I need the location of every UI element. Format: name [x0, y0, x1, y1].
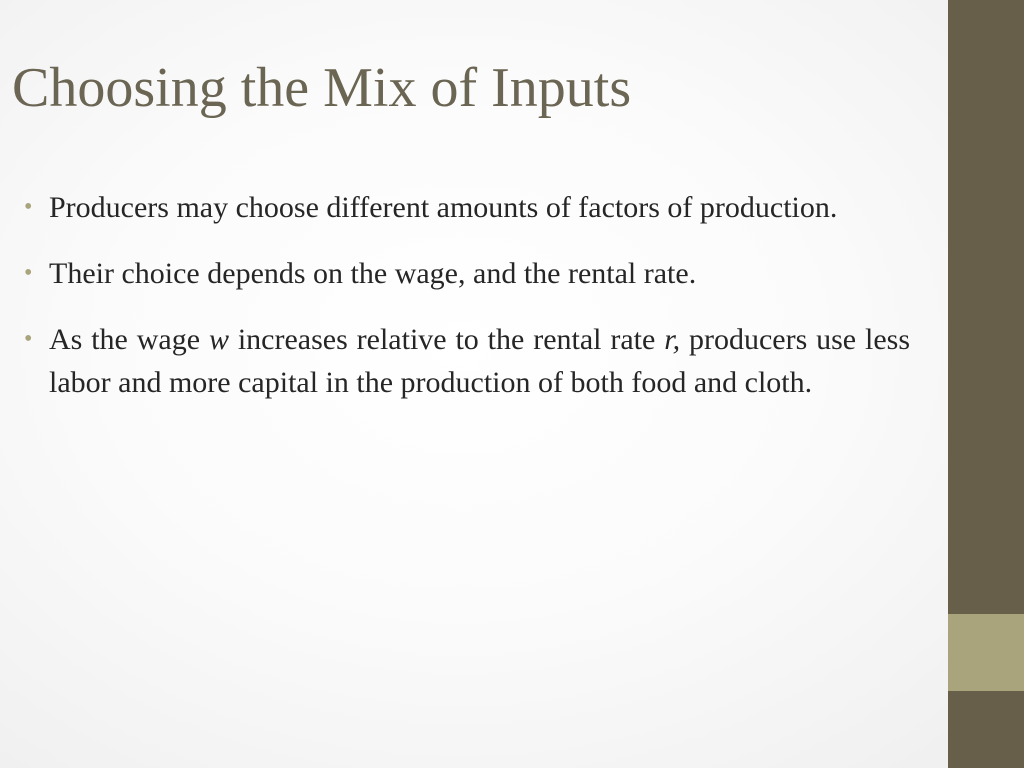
- rental-rate-variable: r,: [664, 323, 681, 356]
- bullet-text-segment: As the wage: [49, 323, 209, 356]
- side-decoration-accent: [948, 614, 1024, 691]
- bullet-text-segment: increases relative to the rental rate: [228, 323, 665, 356]
- bullet-point-icon: •: [24, 260, 33, 286]
- bullet-point-icon: •: [24, 326, 33, 352]
- slide-title: Choosing the Mix of Inputs: [12, 57, 632, 119]
- bullet-text: Producers may choose different amounts of factors of production.: [49, 191, 838, 224]
- bullet-text: [49, 318, 910, 404]
- bullet-item: [22, 318, 910, 404]
- bullet-item: [22, 252, 910, 295]
- bullet-list: [22, 186, 910, 427]
- bullet-item: [22, 186, 910, 229]
- bullet-text: Their choice depends on the wage, and the rental rate.: [49, 257, 697, 290]
- wage-variable: w: [208, 323, 229, 356]
- bullet-point-icon: •: [24, 194, 33, 220]
- bullet-text-segment: producers use less labor and more capital in the production of both food and cloth.: [49, 323, 910, 399]
